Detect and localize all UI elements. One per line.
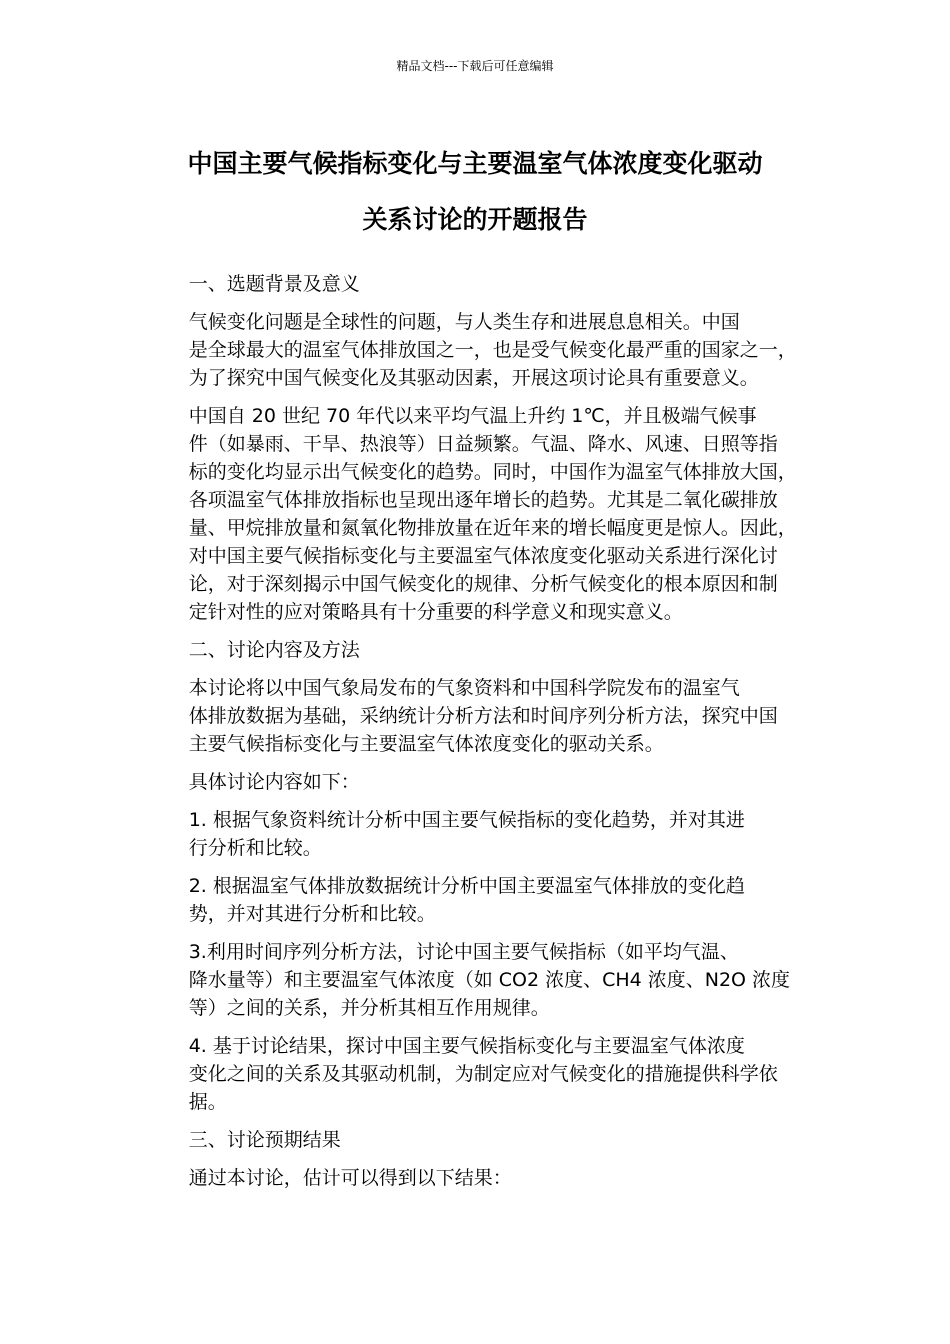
text-line: 件（如暴雨、干旱、热浪等）日益频繁。气温、降水、风速、日照等指: [188, 433, 778, 455]
section-heading-methods: 二、讨论内容及方法: [188, 639, 360, 661]
text-line: 势，并对其进行分析和比较。: [188, 903, 436, 925]
paragraph-methods: [145, 674, 805, 758]
text-line: 具体讨论内容如下：: [188, 771, 360, 793]
title-line-2: 关系讨论的开题报告: [362, 205, 588, 234]
text-line: 等）之间的关系，并分析其相互作用规律。: [188, 997, 550, 1019]
paragraph-expected-results: [145, 1164, 805, 1192]
list-item-2: [145, 872, 805, 928]
paragraph-climate-trends: [145, 402, 805, 626]
document-title: [100, 136, 850, 248]
title-line-1: 中国主要气候指标变化与主要温室气体浓度变化驱动: [187, 149, 763, 178]
text-line: 是全球最大的温室气体排放国之一，也是受气候变化最严重的国家之一，: [188, 339, 797, 361]
text-line: 1. 根据气象资料统计分析中国主要气候指标的变化趋势，并对其进: [188, 809, 745, 831]
text-line: 3.利用时间序列分析方法，讨论中国主要气候指标（如平均气温、: [188, 941, 739, 963]
list-item-4: [145, 1032, 805, 1116]
paragraph-content-intro: [145, 768, 805, 796]
text-line: 体排放数据为基础，采纳统计分析方法和时间序列分析方法，探究中国: [188, 705, 778, 727]
section-heading-expected-results: 三、讨论预期结果: [188, 1129, 341, 1151]
text-line: 量、甲烷排放量和氮氧化物排放量在近年来的增长幅度更是惊人。因此，: [188, 517, 797, 539]
text-line: 标的变化均显示出气候变化的趋势。同时，中国作为温室气体排放大国，: [188, 461, 797, 483]
text-line: 为了探究中国气候变化及其驱动因素，开展这项讨论具有重要意义。: [188, 367, 759, 389]
list-item-1: [145, 806, 805, 862]
text-line: 降水量等）和主要温室气体浓度（如 CO2 浓度、CH4 浓度、N2O 浓度: [188, 969, 791, 991]
text-line: 变化之间的关系及其驱动机制，为制定应对气候变化的措施提供科学依: [188, 1063, 778, 1085]
section-heading-background: 一、选题背景及意义: [188, 273, 360, 295]
text-line: 本讨论将以中国气象局发布的气象资料和中国科学院发布的温室气: [188, 677, 740, 699]
page-header: 精品文档---下载后可任意编辑: [396, 59, 554, 73]
text-line: 通过本讨论，估计可以得到以下结果：: [188, 1167, 512, 1189]
text-line: 论，对于深刻揭示中国气候变化的规律、分析气候变化的根本原因和制: [188, 573, 778, 595]
text-line: 对中国主要气候指标变化与主要温室气体浓度变化驱动关系进行深化讨: [188, 545, 778, 567]
text-line: 定针对性的应对策略具有十分重要的科学意义和现实意义。: [188, 601, 683, 623]
text-line: 据。: [188, 1091, 227, 1113]
list-item-3: [145, 938, 805, 1022]
paragraph-background: [145, 308, 805, 392]
text-line: 行分析和比较。: [188, 837, 322, 859]
text-line: 各项温室气体排放指标也呈现出逐年增长的趋势。尤其是二氧化碳排放: [188, 489, 778, 511]
text-line: 主要气候指标变化与主要温室气体浓度变化的驱动关系。: [188, 733, 664, 755]
text-line: 4. 基于讨论结果，探讨中国主要气候指标变化与主要温室气体浓度: [188, 1035, 745, 1057]
text-line: 2. 根据温室气体排放数据统计分析中国主要温室气体排放的变化趋: [188, 875, 745, 897]
text-line: 中国自 20 世纪 70 年代以来平均气温上升约 1℃，并且极端气候事: [188, 405, 757, 427]
document-body: [145, 270, 805, 1202]
text-line: 气候变化问题是全球性的问题，与人类生存和进展息息相关。中国: [188, 311, 740, 333]
